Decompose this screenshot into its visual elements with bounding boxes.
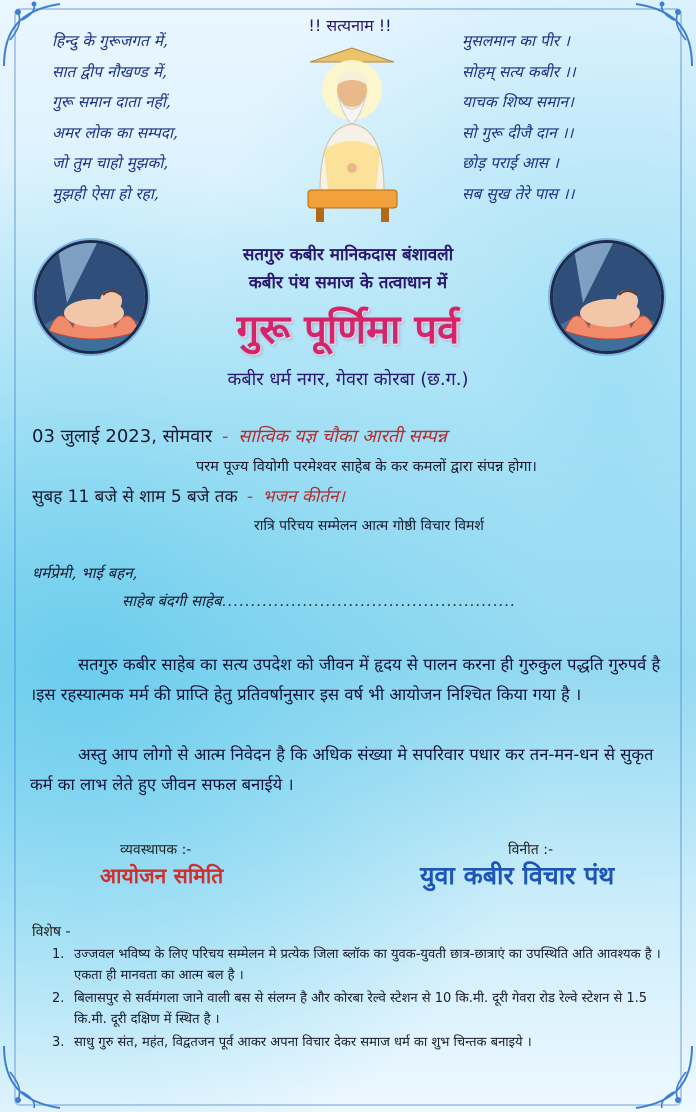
schedule-time-detail: रात्रि परिचय सम्मेलन आत्म गोष्ठी विचार विमर्श	[254, 518, 484, 534]
event-venue: कबीर धर्म नगर, गेवरा कोरबा (छ.ग.)	[227, 369, 469, 390]
name-fill-dots: ...................................................	[221, 592, 516, 610]
organizer-label: व्यवस्थापक :-	[120, 842, 192, 858]
schedule-date: 03 जुलाई 2023, सोमवार	[32, 426, 213, 447]
greeting-salutation: साहेब बंदगी साहेब	[122, 592, 222, 610]
note-number: 3.	[52, 1035, 65, 1050]
list-item	[52, 1032, 664, 1053]
note-text: साधु गुरु संत, महंत, विद्वतजन पूर्व आकर अपना विचार देकर समाज धर्म का शुभ चिन्तक बनाइये ।	[74, 1035, 532, 1050]
note-text: बिलासपुर से सर्वमंगला जाने वाली बस से संलग्न है और कोरबा रेल्वे स्टेशन से 10 कि.मी. दूरी गेवरा रोड रेल्वे स्टेशन से 1.5 कि.मी. दूरी दक्षिण में स्थित है ।	[74, 991, 648, 1027]
notes-list	[52, 944, 664, 1055]
schedule-time: सुबह 11 बजे से शाम 5 बजे तक	[32, 487, 238, 507]
schedule-time-event: भजन कीर्तन।	[262, 487, 345, 507]
schedule-date-line	[32, 424, 447, 448]
body-paragraph-1: सतगुरु कबीर साहेब का सत्य उपदेश को जीवन में हृदय से पालन करना ही गुरुकुल पद्धति गुरुपर्व है ।इस रहस्यात्मक मर्म की प्राप्ति हेतु प्रतिवर्षानुसार इस वर्ष भी आयोजन निश्चित किया गया है ।	[30, 655, 661, 704]
lotus-child-illustration	[34, 240, 148, 354]
schedule-time-line	[32, 484, 345, 507]
verse-line: जो तुम चाहो मुझको,	[52, 154, 169, 172]
verse-right	[462, 26, 662, 209]
verse-line: गुरू समान दाता नहीं,	[52, 93, 171, 111]
organizer-committee: आयोजन समिति	[100, 864, 224, 888]
notes-title: विशेष -	[32, 924, 71, 940]
verse-line: हिन्दु के गुरूजगत में,	[52, 32, 168, 50]
panth-name: युवा कबीर विचार पंथ	[420, 861, 615, 890]
verse-line: सोहम् सत्य कबीर ।।	[462, 62, 576, 81]
verse-line: छोड़ पराई आस ।	[462, 154, 559, 172]
list-item	[52, 944, 664, 986]
organizer-line-1: सतगुरु कबीर मानिकदास बंशावली	[242, 245, 454, 265]
verse-line: अमर लोक का सम्पदा,	[52, 123, 178, 142]
lotus-child-illustration	[550, 240, 664, 354]
event-title: गुरू पूर्णिमा पर्व	[236, 307, 460, 353]
verse-line: मुझही ऐसा हो रहा,	[52, 184, 159, 203]
body-paragraph-2: अस्तु आप लोगो से आत्म निवेदन है कि अधिक संख्या मे सपरिवार पधार कर तन-मन-धन से सुकृत कर्म का लाभ लेते हुए जीवन सफल बनाईये ।	[30, 745, 654, 794]
greeting-line-2	[122, 591, 662, 611]
humble-label: विनीत :-	[508, 842, 554, 858]
list-item	[52, 988, 664, 1030]
note-number: 1.	[52, 947, 65, 962]
verse-line: याचक शिष्य समान।	[462, 93, 574, 111]
verse-line: सब सुख तेरे पास ।।	[462, 184, 575, 203]
saint-illustration	[290, 40, 415, 225]
separator: -	[246, 487, 254, 507]
verse-line: मुसलमान का पीर ।	[462, 32, 570, 50]
greeting-line-1: धर्मप्रेमी, भाई बहन,	[32, 564, 138, 582]
note-text: उज्जवल भविष्य के लिए परिचय सम्मेलन मे प्रत्येक जिला ब्लॉक का युवक-युवती छात्र-छात्राएं का उपस्थिति अति आवश्यक है ।एकता ही मानवता का आत्म बल है ।	[74, 947, 661, 983]
schedule-date-detail: परम पूज्य वियोगी परमेश्वर साहेब के कर कमलों द्वारा संपन्न होगा।	[196, 459, 537, 475]
satyanam-heading: !! सत्यनाम !!	[308, 16, 392, 35]
verse-line: सात द्वीप नौखण्ड में,	[52, 62, 167, 81]
verse-left	[52, 26, 262, 209]
verse-line: सो गुरू दीजै दान ।।	[462, 123, 574, 142]
organizer-line-2: कबीर पंथ समाज के तत्वाधान में	[248, 273, 448, 293]
note-number: 2.	[52, 991, 65, 1006]
separator: -	[222, 426, 229, 447]
schedule-date-event: सात्विक यज्ञ चौका आरती सम्पन्न	[238, 426, 447, 447]
